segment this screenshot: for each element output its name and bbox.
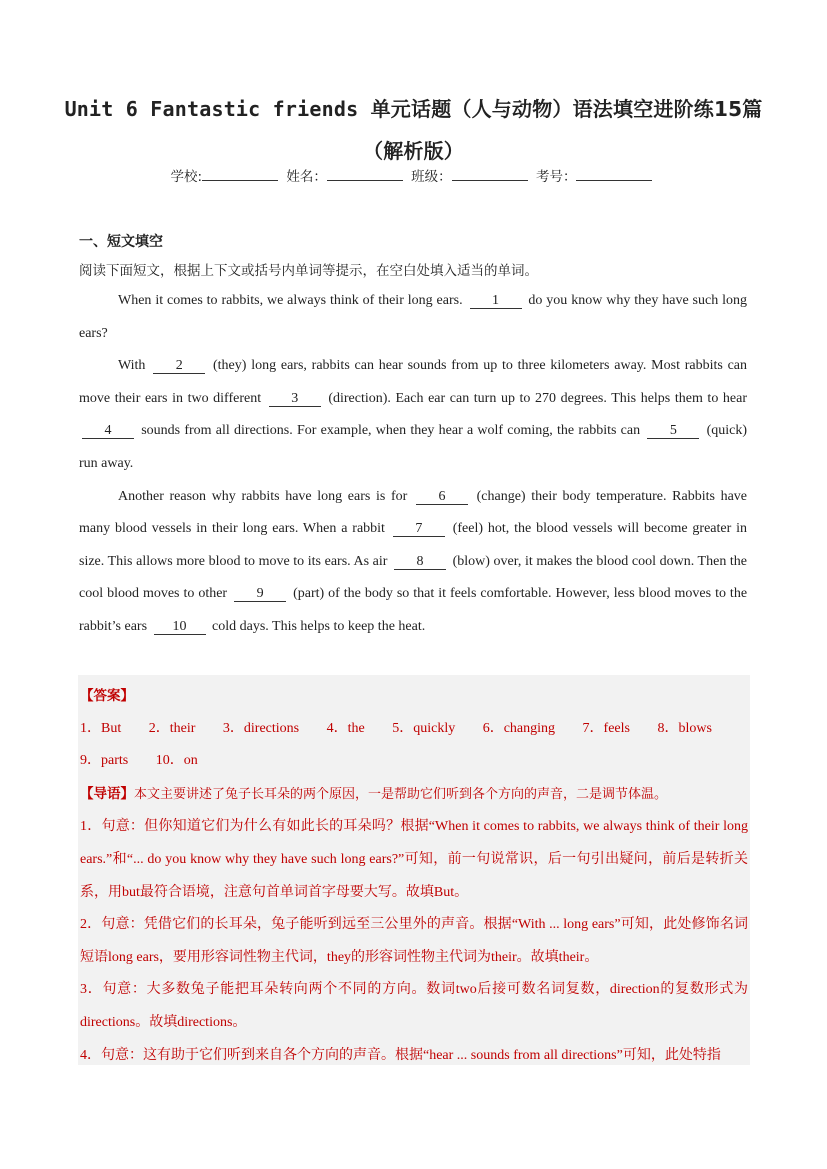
- exam-no-label: 考号：: [535, 169, 577, 185]
- passage-text: (part) of the body so that it feels comfortable. However, less blood moves to the rabbit’s ears: [79, 586, 748, 634]
- passage-text: (they) long ears, rabbits can hear sounds from up to three kilometers away. Most rabbits can move their ears in two different: [79, 358, 748, 406]
- guide-text: 本文主要讲述了兔子长耳朵的两个原因，一是帮助它们听到各个方向的声音，二是调节体温。: [134, 786, 668, 802]
- paragraph-2: [79, 350, 747, 480]
- answer-item: 7．feels: [582, 720, 630, 736]
- blank-10[interactable]: 10: [154, 619, 206, 635]
- name-label: 姓名：: [286, 169, 327, 185]
- blank-3[interactable]: 3: [269, 391, 321, 407]
- blank-5[interactable]: 5: [647, 423, 699, 439]
- passage-text: With: [118, 358, 146, 374]
- answer-item: 2．their: [148, 720, 196, 736]
- passage-text: sounds from all directions. For example, when they hear a wolf coming, the rabbits can: [141, 423, 641, 439]
- blank-7[interactable]: 7: [393, 521, 445, 537]
- guide: [80, 778, 748, 812]
- passage-text: (direction). Each ear can turn up to 270 degrees. This helps them to hear: [328, 390, 748, 406]
- answer-item: 9．parts: [80, 753, 129, 769]
- passage-text: cold days. This helps to keep the heat.: [212, 618, 426, 634]
- class-label: 班级：: [411, 169, 452, 185]
- section-title: 一、短文填空: [79, 234, 163, 250]
- answer-header: 【答案】: [80, 688, 134, 704]
- passage-text: (change) their body temperature. Rabbits have many blood vessels in their long ears. When a rabbit: [79, 488, 748, 537]
- blank-1[interactable]: 1: [470, 293, 522, 309]
- answer-list: [80, 713, 748, 778]
- blank-9[interactable]: 9: [234, 586, 286, 602]
- passage: [79, 285, 747, 644]
- title-subtitle: （解析版）: [363, 139, 464, 163]
- blank-8[interactable]: 8: [394, 554, 446, 570]
- passage-text: Another reason why rabbits have long ears is for: [118, 488, 408, 504]
- answer-item: 5．quickly: [392, 720, 456, 736]
- document-title: [60, 88, 767, 172]
- blank-2[interactable]: 2: [153, 358, 205, 374]
- name-field[interactable]: [327, 168, 403, 181]
- guide-label: 【导语】: [80, 785, 134, 802]
- answer-item: 1．But: [80, 720, 122, 736]
- explanation-1: 1．句意：但你知道它们为什么有如此长的耳朵吗？根据“When it comes to rabbits, we always think of their long ears.”和“... do you know why they have such long ears?”可知，前一句说常识，后一句引出疑问，前后是转折关系，用but最符合语境，注意句首单词首字母要大写。故填But。: [80, 819, 748, 900]
- passage-text: do you know why they have such long ears?: [79, 293, 748, 341]
- answer-item: 4．the: [326, 720, 365, 736]
- answer-item: 3．directions: [222, 720, 300, 736]
- paragraph-3: [79, 481, 747, 644]
- answer-item: 6．changing: [482, 720, 556, 736]
- explanation-4: 4．句意：这有助于它们听到来自各个方向的声音。根据“hear ... sounds from all directions”可知，此处特指: [80, 1047, 721, 1063]
- school-field[interactable]: [202, 168, 278, 181]
- student-info: [80, 165, 747, 185]
- answer-section: [78, 675, 750, 1065]
- passage-text: (quick) run away.: [79, 423, 748, 471]
- section-instruction: 阅读下面短文，根据上下文或括号内单词等提示，在空白处填入适当的单词。: [79, 263, 538, 279]
- blank-6[interactable]: 6: [416, 489, 468, 505]
- answer-item: 8．blows: [657, 720, 712, 736]
- paragraph-1: [79, 285, 747, 350]
- title-en: Unit 6 Fantastic friends: [64, 97, 371, 121]
- explanation-2: 2．句意：凭借它们的长耳朵，兔子能听到远至三公里外的声音。根据“With ... long ears”可知，此处修饰名词短语long ears，要用形容词性物主代词，they的形容词性物主代词为their。故填their。: [80, 917, 748, 965]
- passage-text: When it comes to rabbits, we always think of their long ears.: [118, 293, 463, 308]
- title-cn: 单元话题（人与动物）语法填空进阶练15篇: [370, 97, 763, 121]
- exam-no-field[interactable]: [576, 168, 652, 181]
- passage-text: (feel) hot, the blood vessels will become greater in size. This allows more blood to move to its ears. As air: [79, 521, 748, 569]
- answer-item: 10．on: [155, 753, 198, 769]
- passage-text: (blow) over, it makes the blood cool down. Then the cool blood moves to other: [79, 553, 748, 602]
- class-field[interactable]: [452, 168, 528, 181]
- blank-4[interactable]: 4: [82, 423, 134, 439]
- explanation-3: 3．句意：大多数兔子能把耳朵转向两个不同的方向。数词two后接可数名词复数，direction的复数形式为directions。故填directions。: [80, 982, 748, 1030]
- school-label: 学校:: [170, 169, 203, 185]
